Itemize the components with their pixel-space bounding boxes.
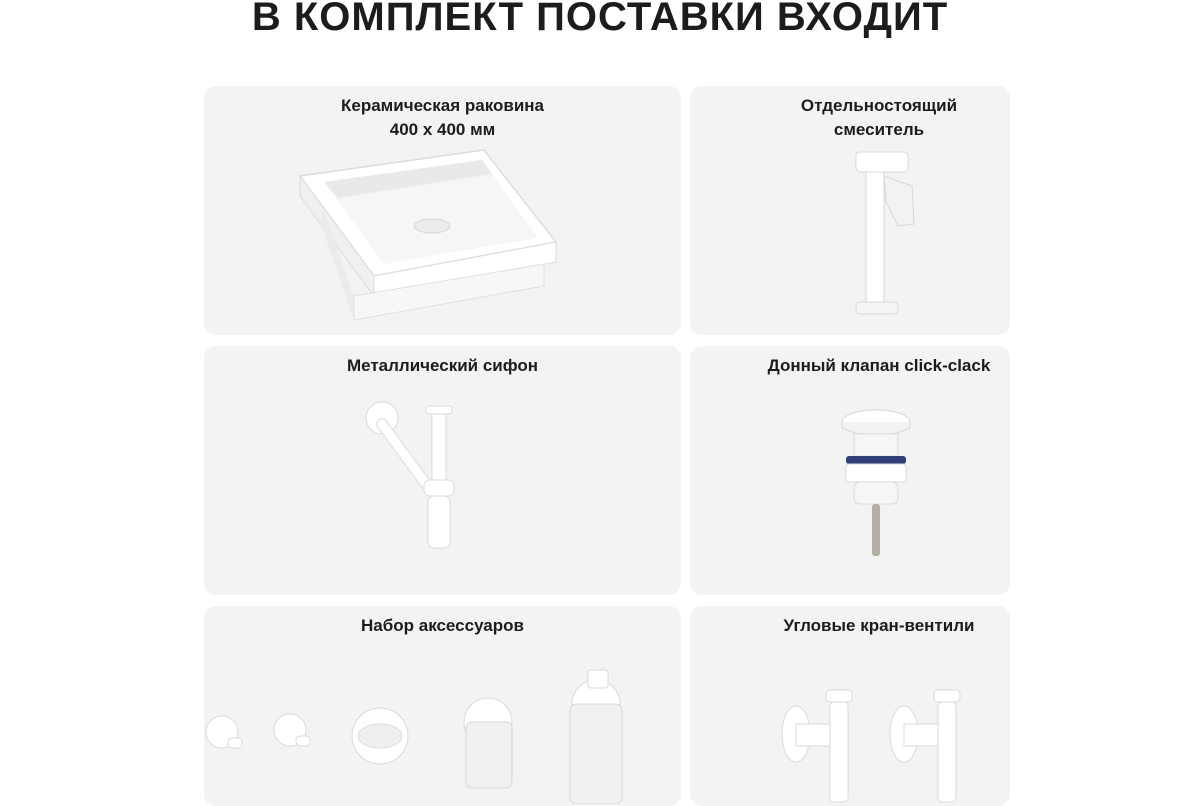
accessories-icon	[204, 664, 681, 804]
faucet-icon	[842, 146, 922, 321]
page-title: В КОМПЛЕКТ ПОСТАВКИ ВХОДИТ	[251, 0, 949, 39]
sink-icon	[294, 146, 564, 321]
card-title-accessories: Набор аксессуаров	[361, 616, 524, 635]
card-siphon	[204, 346, 681, 595]
card-angle-valves	[690, 606, 1010, 806]
angle-valve-icon	[774, 684, 994, 804]
card-ceramic-sink	[204, 86, 681, 335]
card-faucet	[690, 86, 1010, 335]
card-title-sink: Керамическая раковина 400 х 400 мм	[341, 96, 544, 139]
card-title-faucet: Отдельностоящий смеситель	[800, 96, 958, 139]
card-title-siphon: Металлический сифон	[346, 356, 539, 375]
card-title-drain-valve: Донный клапан click-clack	[767, 356, 991, 375]
drain-valve-icon	[836, 408, 916, 558]
card-accessories	[204, 606, 681, 806]
siphon-icon	[354, 398, 474, 558]
card-drain-valve	[690, 346, 1010, 595]
card-title-angle-valves: Угловые кран-вентили	[783, 616, 975, 635]
